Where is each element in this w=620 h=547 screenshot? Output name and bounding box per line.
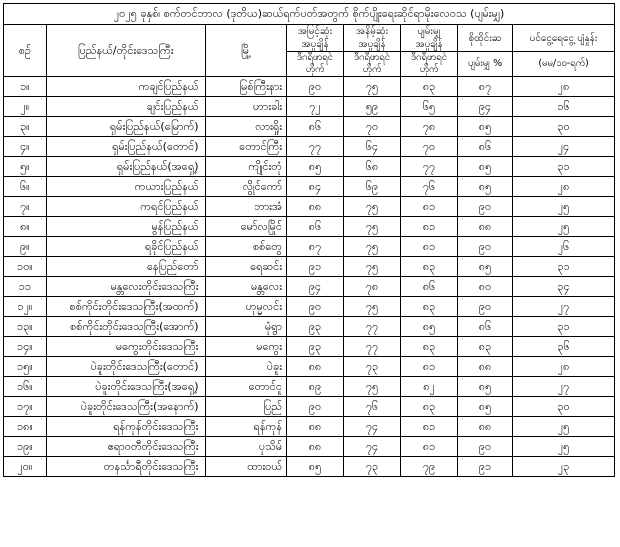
row-number: ၄။ [4, 137, 47, 157]
unit-avg-temp: ဒီဂရီဖာရင် ဟိုက် [401, 52, 458, 77]
table-row [4, 217, 615, 237]
row-region: ပဲခူးတိုင်းဒေသကြီး(အနောက်) [46, 397, 205, 417]
row-region: ပဲခူးတိုင်းဒေသကြီး(တောင်) [46, 357, 205, 377]
row-region: မွန်ပြည်နယ် [46, 217, 205, 237]
header-min-temp: အနိမ့်ဆုံး အပူချိန် [344, 25, 401, 52]
row-region: မကွေးတိုင်းဒေသကြီး [46, 337, 205, 357]
row-humidity: ၉၀ [458, 197, 513, 217]
row-evaporation: ၃၁ [513, 157, 615, 177]
row-max-temp: ၉၀ [287, 397, 344, 417]
table-row [4, 337, 615, 357]
row-evaporation: ၂၃ [513, 457, 615, 477]
row-town: ဘားအံ [205, 197, 286, 217]
row-max-temp: ၈၈ [287, 357, 344, 377]
row-max-temp: ၇၂ [287, 97, 344, 117]
row-number: ၅။ [4, 157, 47, 177]
row-humidity: ၉၀ [458, 437, 513, 457]
table-row [4, 377, 615, 397]
row-evaporation: ၃၀ [513, 117, 615, 137]
row-avg-temp: ၈၅ [401, 317, 458, 337]
row-number: ၆။ [4, 177, 47, 197]
table-row [4, 197, 615, 217]
row-min-temp: ၇၅ [344, 217, 401, 237]
row-humidity: ၉၄ [458, 97, 513, 117]
row-region: ရှမ်းပြည်နယ်(မြောက်) [46, 117, 205, 137]
row-region: ဧရာဝတီတိုင်းဒေသကြီး [46, 437, 205, 457]
row-max-temp: ၉၄ [287, 277, 344, 297]
row-humidity: ၈၅ [458, 157, 513, 177]
table-row [4, 317, 615, 337]
row-number: ၁၁ [4, 277, 47, 297]
weather-table-sheet [3, 3, 615, 477]
row-town: ဟားခါး [205, 97, 286, 117]
row-humidity: ၈၈ [458, 357, 513, 377]
row-number: ၁၆။ [4, 377, 47, 397]
row-humidity: ၈၀ [458, 277, 513, 297]
table-row [4, 437, 615, 457]
row-humidity: ၉၁ [458, 457, 513, 477]
table-body [4, 77, 615, 477]
row-avg-temp: ၈၁ [401, 197, 458, 217]
row-avg-temp: ၈၁ [401, 417, 458, 437]
table-row [4, 97, 615, 117]
row-town: ရေဆင်း [205, 257, 286, 277]
unit-evaporation: (မမ/၁၀-ရက်) [513, 52, 615, 77]
row-avg-temp: ၈၃ [401, 77, 458, 97]
row-avg-temp: ၈၁ [401, 437, 458, 457]
row-town: ကျိုင်းတုံ [205, 157, 286, 177]
row-number: ၁၀။ [4, 257, 47, 277]
row-evaporation: ၃၄ [513, 277, 615, 297]
row-town: မကွေး [205, 337, 286, 357]
row-avg-temp: ၈၃ [401, 397, 458, 417]
row-evaporation: ၂၇ [513, 377, 615, 397]
row-avg-temp: ၈၁ [401, 357, 458, 377]
row-avg-temp: ၇၆ [401, 177, 458, 197]
row-min-temp: ၇၅ [344, 77, 401, 97]
row-max-temp: ၉၀ [287, 77, 344, 97]
row-region: ကချင်ပြည်နယ် [46, 77, 205, 97]
row-max-temp: ၈၈ [287, 437, 344, 457]
table-row [4, 177, 615, 197]
row-evaporation: ၃၆ [513, 337, 615, 357]
table-row [4, 417, 615, 437]
row-region: နေပြည်တော် [46, 257, 205, 277]
row-min-temp: ၇၅ [344, 257, 401, 277]
row-region: ပဲခူးတိုင်းဒေသကြီး(အရှေ့) [46, 377, 205, 397]
row-region: တနင်္သာရီတိုင်းဒေသကြီး [46, 457, 205, 477]
table-row [4, 137, 615, 157]
row-avg-temp: ၈၃ [401, 257, 458, 277]
header-town: မြို့ [205, 25, 286, 77]
row-avg-temp: ၈၆ [401, 277, 458, 297]
row-town: မန္တလေး [205, 277, 286, 297]
row-avg-temp: ၆၅ [401, 97, 458, 117]
row-humidity: ၈၅ [458, 117, 513, 137]
header-evaporation: ပင်ငွေ့ရေငွေ့ ပျံနှုန်း [513, 25, 615, 52]
row-min-temp: ၇၄ [344, 417, 401, 437]
row-humidity: ၈၅ [458, 257, 513, 277]
row-min-temp: ၇၅ [344, 237, 401, 257]
table-row [4, 397, 615, 417]
row-humidity: ၈၈ [458, 217, 513, 237]
header-humidity: စိုထိုင်းဆ [458, 25, 513, 52]
row-avg-temp: ၇၇ [401, 157, 458, 177]
row-number: ၁၃။ [4, 317, 47, 337]
row-region: ရှမ်းပြည်နယ်(အရှေ့) [46, 157, 205, 177]
header-avg-temp: ပျမ်းမျှ အပူချိန် [401, 25, 458, 52]
row-min-temp: ၇၃ [344, 457, 401, 477]
row-town: တောင်ငူ [205, 377, 286, 397]
row-min-temp: ၆၈ [344, 157, 401, 177]
header-max-temp: အမြင့်ဆုံး အပူချိန် [287, 25, 344, 52]
row-evaporation: ၁၆ [513, 97, 615, 117]
row-evaporation: ၂၈ [513, 77, 615, 97]
row-min-temp: ၇၅ [344, 377, 401, 397]
row-number: ၈။ [4, 217, 47, 237]
row-evaporation: ၃၀ [513, 397, 615, 417]
row-max-temp: ၈၄ [287, 177, 344, 197]
row-evaporation: ၂၈ [513, 177, 615, 197]
row-town: ပြည် [205, 397, 286, 417]
row-number: ၁၇။ [4, 397, 47, 417]
row-evaporation: ၂၆ [513, 237, 615, 257]
row-min-temp: ၇၆ [344, 397, 401, 417]
row-min-temp: ၇၇ [344, 337, 401, 357]
row-min-temp: ၇၀ [344, 117, 401, 137]
row-humidity: ၉၀ [458, 237, 513, 257]
table-row [4, 157, 615, 177]
unit-humidity: ပျမ်းမျှ % [458, 52, 513, 77]
table-row [4, 117, 615, 137]
row-avg-temp: ၇၀ [401, 137, 458, 157]
row-min-temp: ၇၃ [344, 357, 401, 377]
row-max-temp: ၈၇ [287, 237, 344, 257]
row-number: ၂၀။ [4, 457, 47, 477]
row-town: တောင်ကြီး [205, 137, 286, 157]
row-number: ၁၄။ [4, 337, 47, 357]
row-min-temp: ၇၄ [344, 437, 401, 457]
row-evaporation: ၂၅ [513, 417, 615, 437]
row-number: ၇။ [4, 197, 47, 217]
row-evaporation: ၃၁ [513, 317, 615, 337]
row-region: ရှမ်းပြည်နယ်(တောင်) [46, 137, 205, 157]
row-region: ရန်ကုန်တိုင်းဒေသကြီး [46, 417, 205, 437]
row-max-temp: ၉၃ [287, 317, 344, 337]
row-max-temp: ၉၃ [287, 337, 344, 357]
row-avg-temp: ၈၁ [401, 217, 458, 237]
row-evaporation: ၂၅ [513, 217, 615, 237]
row-evaporation: ၂၈ [513, 357, 615, 377]
row-town: လားရှိုး [205, 117, 286, 137]
row-town: ပုသိမ် [205, 437, 286, 457]
unit-max-temp: ဒီဂရီဖာရင် ဟိုက် [287, 52, 344, 77]
row-min-temp: ၆၉ [344, 177, 401, 197]
row-evaporation: ၂၇ [513, 297, 615, 317]
row-humidity: ၉၀ [458, 297, 513, 317]
row-region: ရခိုင်ပြည်နယ် [46, 237, 205, 257]
row-town: မြစ်ကြီးနား [205, 77, 286, 97]
row-number: ၁၅။ [4, 357, 47, 377]
row-number: ၁။ [4, 77, 47, 97]
row-region: ကယားပြည်နယ် [46, 177, 205, 197]
row-town: မော်လမြိုင် [205, 217, 286, 237]
table-row [4, 457, 615, 477]
row-number: ၁၂။ [4, 297, 47, 317]
table-row [4, 257, 615, 277]
table-row [4, 297, 615, 317]
table-row [4, 277, 615, 297]
header-no: စဉ် [4, 25, 47, 77]
row-max-temp: ၈၉ [287, 377, 344, 397]
row-avg-temp: ၈၁ [401, 237, 458, 257]
row-town: လွိုင်ကော် [205, 177, 286, 197]
row-town: ထားဝယ် [205, 457, 286, 477]
row-avg-temp: ၈၃ [401, 337, 458, 357]
row-min-temp: ၇၇ [344, 317, 401, 337]
row-min-temp: ၇၅ [344, 297, 401, 317]
row-min-temp: ၇၈ [344, 277, 401, 297]
row-avg-temp: ၈၂ [401, 377, 458, 397]
table-title: ၂၀၂၅ ခုနှစ်၊ စက်တင်ဘာလ (ဒုတိယ)ဆယ်ရက်ပတ်အတွက် စိုက်ပျိုးရေးဆိုင်ရာမိုးလေဝသ (ပျမ်းမျှ) [4, 4, 615, 25]
row-number: ၁၉။ [4, 437, 47, 457]
row-humidity: ၈၅ [458, 377, 513, 397]
row-min-temp: ၇၅ [344, 197, 401, 217]
table-row [4, 77, 615, 97]
row-number: ၉။ [4, 237, 47, 257]
weather-table [3, 3, 615, 477]
row-evaporation: ၂၅ [513, 197, 615, 217]
row-min-temp: ၅၉ [344, 97, 401, 117]
row-town: စစ်တွေ [205, 237, 286, 257]
row-max-temp: ၈၈ [287, 417, 344, 437]
row-region: ချင်းပြည်နယ် [46, 97, 205, 117]
row-region: စစ်ကိုင်းတိုင်းဒေသကြီး(အထက်) [46, 297, 205, 317]
row-humidity: ၈၆ [458, 317, 513, 337]
row-max-temp: ၈၈ [287, 197, 344, 217]
row-avg-temp: ၇၈ [401, 117, 458, 137]
row-humidity: ၈၃ [458, 337, 513, 357]
unit-min-temp: ဒီဂရီဖာရင် ဟိုက် [344, 52, 401, 77]
row-max-temp: ၈၆ [287, 217, 344, 237]
table-row [4, 357, 615, 377]
row-number: ၁၈။ [4, 417, 47, 437]
row-region: မန္တလေးတိုင်းဒေသကြီး [46, 277, 205, 297]
row-region: စစ်ကိုင်းတိုင်းဒေသကြီး(အောက်) [46, 317, 205, 337]
row-region: ကရင်ပြည်နယ် [46, 197, 205, 217]
row-humidity: ၈၅ [458, 177, 513, 197]
header-region: ပြည်နယ်/တိုင်းဒေသကြီး [46, 25, 205, 77]
row-humidity: ၈၈ [458, 417, 513, 437]
row-evaporation: ၃၁ [513, 257, 615, 277]
row-town: ဟုမ္မလင်း [205, 297, 286, 317]
row-town: ပဲခူး [205, 357, 286, 377]
row-max-temp: ၉၁ [287, 257, 344, 277]
row-humidity: ၈၆ [458, 137, 513, 157]
table-row [4, 237, 615, 257]
row-max-temp: ၈၅ [287, 157, 344, 177]
row-humidity: ၈၅ [458, 397, 513, 417]
row-number: ၂။ [4, 97, 47, 117]
row-max-temp: ၉၀ [287, 297, 344, 317]
row-max-temp: ၈၆ [287, 117, 344, 137]
row-max-temp: ၇၇ [287, 137, 344, 157]
row-town: ရန်ကုန် [205, 417, 286, 437]
row-avg-temp: ၇၉ [401, 457, 458, 477]
row-number: ၃။ [4, 117, 47, 137]
row-min-temp: ၆၄ [344, 137, 401, 157]
row-max-temp: ၈၅ [287, 457, 344, 477]
row-town: မုံရွာ [205, 317, 286, 337]
row-humidity: ၈၇ [458, 77, 513, 97]
row-avg-temp: ၈၃ [401, 297, 458, 317]
row-evaporation: ၂၅ [513, 437, 615, 457]
row-evaporation: ၂၄ [513, 137, 615, 157]
